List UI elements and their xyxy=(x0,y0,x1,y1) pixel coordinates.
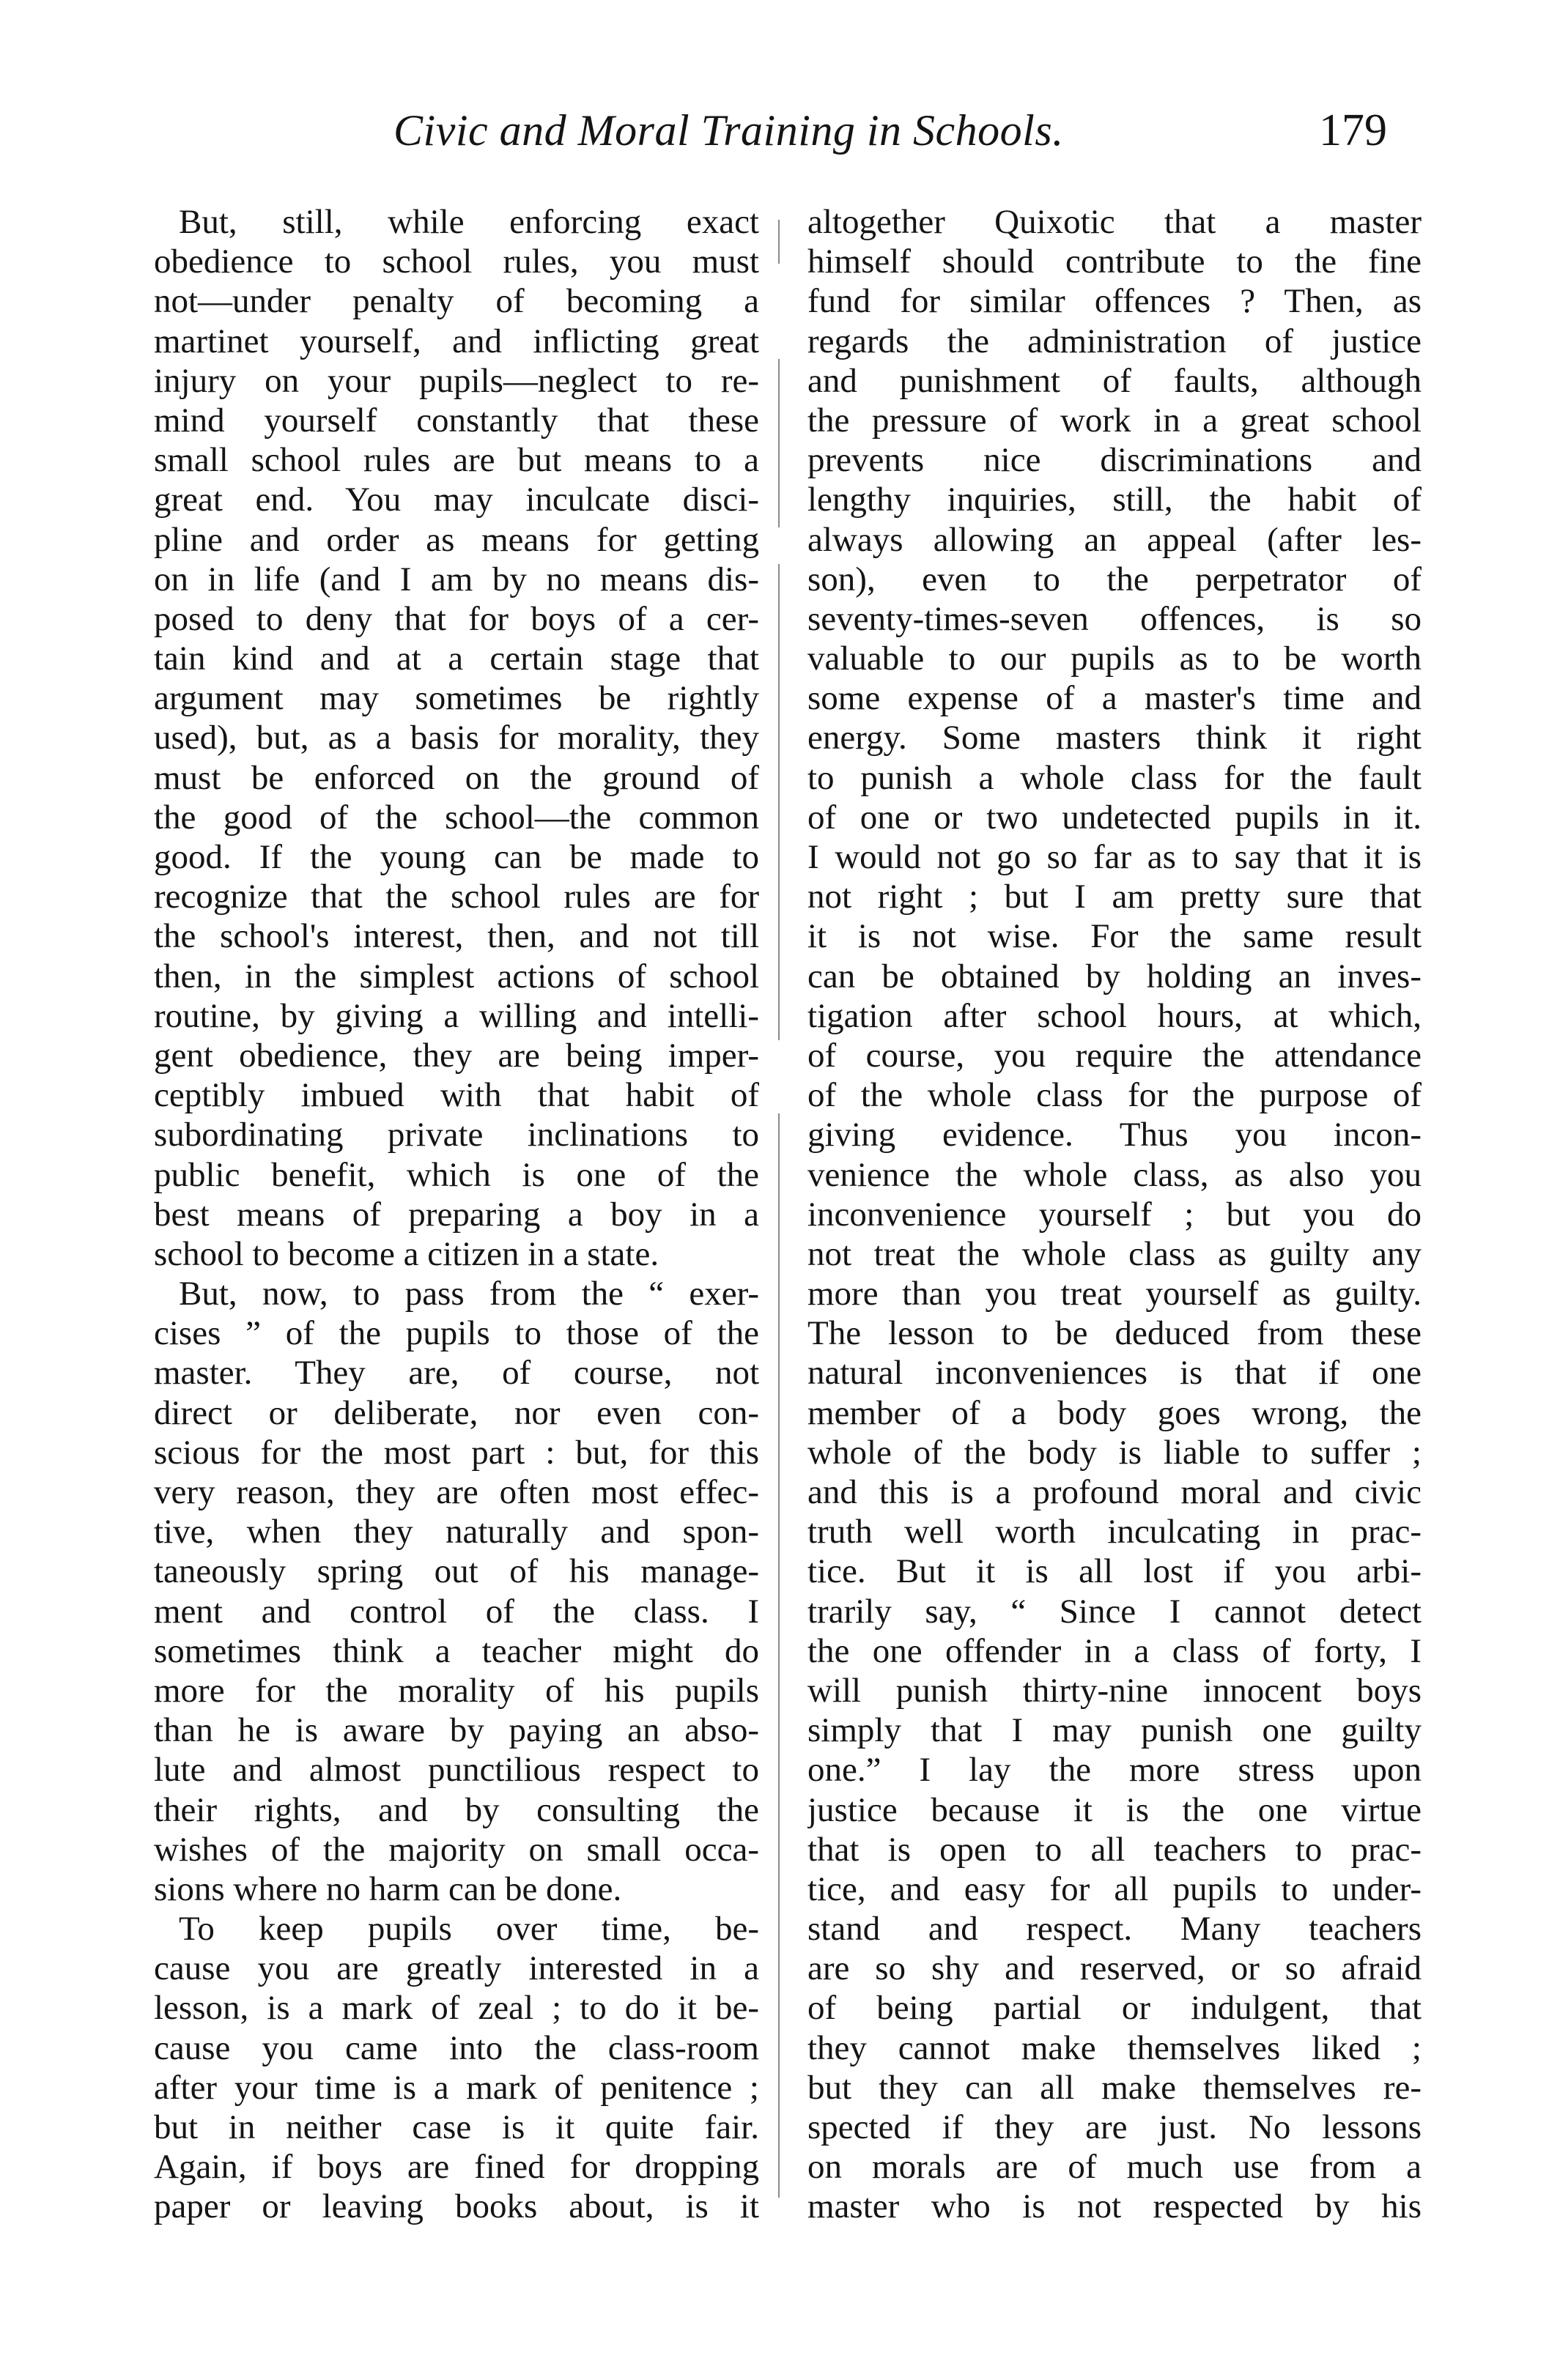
text-line: pline and order as means for getting xyxy=(154,520,759,559)
text-line: and this is a profound moral and civic xyxy=(807,1473,1422,1511)
text-line: injury on your pupils—neglect to re- xyxy=(154,361,759,400)
text-line: I would not go so far as to say that it is xyxy=(807,838,1422,876)
text-line: paper or leaving books about, is it xyxy=(154,2187,759,2226)
text-line: used), but, as a basis for morality, they xyxy=(154,719,759,757)
text-line: whole of the body is liable to suffer ; xyxy=(807,1433,1422,1472)
text-line: son), even to the perpetrator of xyxy=(807,560,1422,598)
text-line: of course, you require the attendance xyxy=(807,1036,1422,1075)
text-line: seventy-times-seven offences, is so xyxy=(807,599,1422,638)
text-line: but they can all make themselves re- xyxy=(807,2068,1422,2107)
text-line: Again, if boys are fined for dropping xyxy=(154,2148,759,2187)
text-line: himself should contribute to the fine xyxy=(807,242,1422,281)
text-line: wishes of the majority on small occa- xyxy=(154,1830,759,1869)
text-line: great end. You may inculcate disci- xyxy=(154,481,759,519)
text-line: than he is aware by paying an abso- xyxy=(154,1711,759,1750)
text-line: lengthy inquiries, still, the habit of xyxy=(807,481,1422,519)
text-line: direct or deliberate, nor even con- xyxy=(154,1393,759,1432)
text-line: tice, and easy for all pupils to under- xyxy=(807,1869,1422,1908)
text-line: then, in the simplest actions of school xyxy=(154,957,759,996)
text-line: master. They are, of course, not xyxy=(154,1354,759,1393)
text-line: tigation after school hours, at which, xyxy=(807,996,1422,1035)
text-line: on in life (and I am by no means dis- xyxy=(154,560,759,598)
text-line: lesson, is a mark of zeal ; to do it be- xyxy=(154,1989,759,2028)
text-line: valuable to our pupils as to be worth xyxy=(807,640,1422,678)
text-line: fund for similar offences ? Then, as xyxy=(807,282,1422,321)
text-line: But, now, to pass from the “ exer- xyxy=(179,1275,759,1313)
text-line: it is not wise. For the same result xyxy=(807,917,1422,956)
text-line: spected if they are just. No lessons xyxy=(807,2108,1422,2146)
text-line: But, still, while enforcing exact xyxy=(179,203,759,241)
text-line: public benefit, which is one of the xyxy=(154,1155,759,1194)
text-line: small school rules are but means to a xyxy=(154,441,759,480)
text-line: must be enforced on the ground of xyxy=(154,758,759,797)
text-line: they cannot make themselves liked ; xyxy=(807,2028,1422,2067)
text-line: very reason, they are often most effec- xyxy=(154,1473,759,1511)
text-line: ceptibly imbued with that habit of xyxy=(154,1076,759,1115)
page-header xyxy=(0,101,1560,160)
text-line: tain kind and at a certain stage that xyxy=(154,640,759,678)
text-line: altogether Quixotic that a master xyxy=(807,203,1422,241)
left-column xyxy=(154,202,759,2227)
text-line: their rights, and by consulting the xyxy=(154,1790,759,1829)
text-line: the good of the school—the common xyxy=(154,798,759,837)
text-line: master who is not respected by his xyxy=(807,2187,1422,2226)
text-line: best means of preparing a boy in a xyxy=(154,1195,759,1234)
text-line: martinet yourself, and inflicting great xyxy=(154,322,759,360)
text-line: regards the administration of justice xyxy=(807,322,1422,360)
text-line: one.” I lay the more stress upon xyxy=(807,1751,1422,1790)
text-line: inconvenience yourself ; but you do xyxy=(807,1195,1422,1234)
text-line: cause you came into the class-room xyxy=(154,2028,759,2067)
text-line: always allowing an appeal (after les- xyxy=(807,520,1422,559)
text-line: argument may sometimes be rightly xyxy=(154,679,759,718)
text-line: sometimes think a teacher might do xyxy=(154,1631,759,1670)
text-line: simply that I may punish one guilty xyxy=(807,1711,1422,1750)
running-title: Civic and Moral Training in Schools. xyxy=(393,106,1064,155)
text-line: The lesson to be deduced from these xyxy=(807,1314,1422,1353)
text-line: good. If the young can be made to xyxy=(154,838,759,876)
text-line: can be obtained by holding an inves- xyxy=(807,957,1422,996)
text-line: but in neither case is it quite fair. xyxy=(154,2108,759,2146)
text-line: not treat the whole class as guilty any xyxy=(807,1234,1422,1273)
text-line: obedience to school rules, you must xyxy=(154,242,759,281)
text-line: and punishment of faults, although xyxy=(807,361,1422,400)
text-line: tive, when they naturally and spon- xyxy=(154,1513,759,1552)
text-line: lute and almost punctilious respect to xyxy=(154,1751,759,1790)
page-number: 179 xyxy=(1319,105,1387,155)
text-line: prevents nice discriminations and xyxy=(807,441,1422,480)
text-line: some expense of a master's time and xyxy=(807,679,1422,718)
text-line: scious for the most part : but, for this xyxy=(154,1433,759,1472)
text-line: the school's interest, then, and not till xyxy=(154,917,759,956)
text-line: recognize that the school rules are for xyxy=(154,878,759,916)
text-line: of being partial or indulgent, that xyxy=(807,1989,1422,2028)
text-line: giving evidence. Thus you incon- xyxy=(807,1116,1422,1154)
text-line: will punish thirty-nine innocent boys xyxy=(807,1671,1422,1710)
text-line: the one offender in a class of forty, I xyxy=(807,1631,1422,1670)
text-line: not—under penalty of becoming a xyxy=(154,282,759,321)
text-line: more for the morality of his pupils xyxy=(154,1671,759,1710)
text-line: To keep pupils over time, be- xyxy=(179,1910,759,1949)
text-line: sions where no harm can be done. xyxy=(154,1869,622,1908)
text-line: cause you are greatly interested in a xyxy=(154,1949,759,1988)
text-line: that is open to all teachers to prac- xyxy=(807,1830,1422,1869)
text-line: truth well worth inculcating in prac- xyxy=(807,1513,1422,1552)
text-line: taneously spring out of his manage- xyxy=(154,1552,759,1591)
text-line: of the whole class for the purpose of xyxy=(807,1076,1422,1115)
text-line: cises ” of the pupils to those of the xyxy=(154,1314,759,1353)
text-line: not right ; but I am pretty sure that xyxy=(807,878,1422,916)
text-line: school to become a citizen in a state. xyxy=(154,1234,659,1273)
text-line: energy. Some masters think it right xyxy=(807,719,1422,757)
text-line: gent obedience, they are being imper- xyxy=(154,1036,759,1075)
text-line: justice because it is the one virtue xyxy=(807,1790,1422,1829)
text-line: on morals are of much use from a xyxy=(807,2148,1422,2187)
text-line: of one or two undetected pupils in it. xyxy=(807,798,1422,837)
text-line: after your time is a mark of penitence ; xyxy=(154,2068,759,2107)
text-line: member of a body goes wrong, the xyxy=(807,1393,1422,1432)
text-line: mind yourself constantly that these xyxy=(154,401,759,440)
right-column xyxy=(807,202,1422,2227)
text-line: tice. But it is all lost if you arbi- xyxy=(807,1552,1422,1591)
text-line: posed to deny that for boys of a cer- xyxy=(154,599,759,638)
text-line: more than you treat yourself as guilty. xyxy=(807,1275,1422,1313)
text-line: to punish a whole class for the fault xyxy=(807,758,1422,797)
column-divider xyxy=(778,220,780,2198)
text-line: venience the whole class, as also you xyxy=(807,1155,1422,1194)
text-line: routine, by giving a willing and intelli- xyxy=(154,996,759,1035)
text-line: subordinating private inclinations to xyxy=(154,1116,759,1154)
text-line: trarily say, “ Since I cannot detect xyxy=(807,1592,1422,1631)
text-line: the pressure of work in a great school xyxy=(807,401,1422,440)
text-line: stand and respect. Many teachers xyxy=(807,1910,1422,1949)
text-line: ment and control of the class. I xyxy=(154,1592,759,1631)
text-line: natural inconveniences is that if one xyxy=(807,1354,1422,1393)
text-line: are so shy and reserved, or so afraid xyxy=(807,1949,1422,1988)
